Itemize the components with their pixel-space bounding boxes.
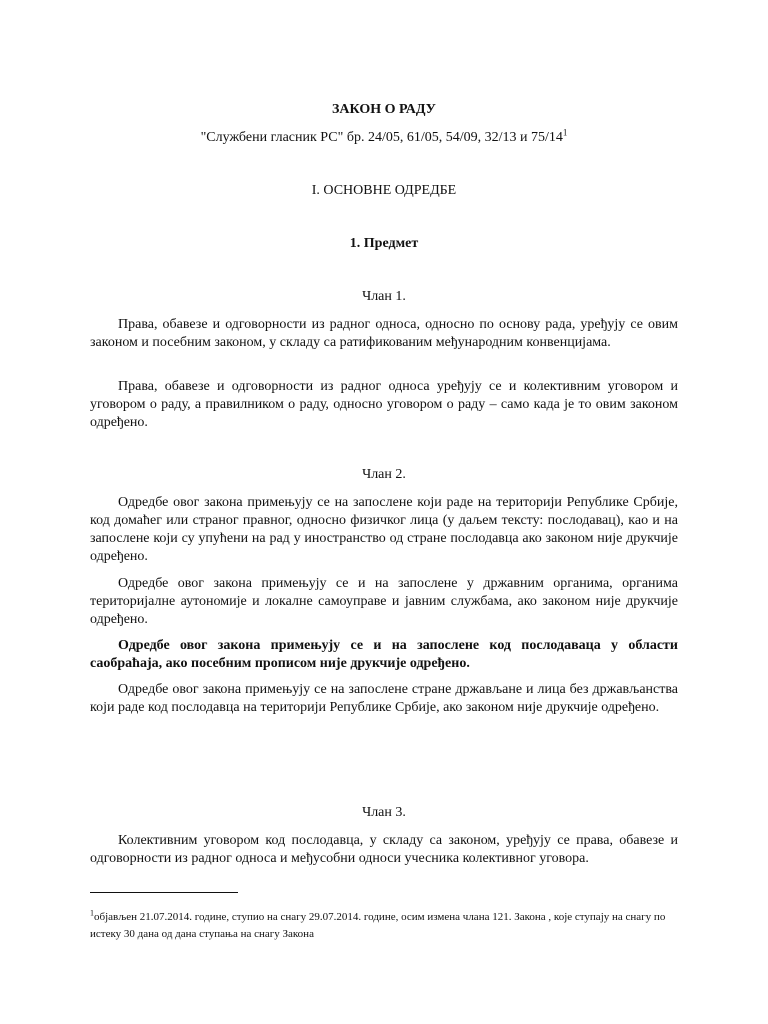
footnote (90, 909, 678, 943)
article-3-heading: Члан 3. (362, 805, 406, 820)
article-1-heading: Члан 1. (362, 289, 406, 304)
article-2-paragraph-4: Одредбе овог закона примењују се на запослене стране држављане и лица без држављанства који раде код послодавца на територији Републике Србије, ако законом није друкчије одређено. (90, 682, 678, 715)
footnote-separator (90, 892, 238, 893)
gazette-reference-text: "Службени гласник РС" бр. 24/05, 61/05, 54/09, 32/13 и 75/14 (200, 130, 563, 145)
footnote-marker: 1 (90, 908, 94, 918)
section-heading: 1. Предмет (349, 236, 419, 251)
article-2-paragraph-3: Одредбе овог закона примењују се и на запослене код послодаваца у области саобраћаја, ако посебним прописом није друкчије одређено. (90, 638, 678, 671)
article-3-paragraph-1: Колективним уговором код послодавца, у складу са законом, уређују се права, обавезе и одговорности из радног односа и међусобни односи учесника колективног уговора. (90, 833, 678, 866)
footnote-reference[interactable]: 1 (562, 127, 568, 138)
footnote-text: објављен 21.07.2014. године, ступио на снагу 29.07.2014. године, осим измена члана 121. Закона , које ступају на снагу по истеку 30 дана од дана ступања на снагу Закона (90, 911, 666, 940)
gazette-reference (90, 127, 678, 146)
article-2-heading: Члан 2. (362, 467, 406, 482)
article-1-paragraph-1: Права, обавезе и одговорности из радног односа, односно по основу рада, уређују се овим законом и посебним законом, у складу са ратификованим међународним конвенцијама. (90, 317, 678, 350)
article-2-paragraph-2: Одредбе овог закона примењују се и на запослене у државним органима, органима територијалне аутономије и локалне самоуправе и јавним службама, ако законом није друкчије одређено. (90, 576, 678, 627)
part-heading: I. ОСНОВНЕ ОДРЕДБЕ (311, 183, 457, 198)
document-title: ЗАКОН О РАДУ (332, 102, 436, 117)
article-1-paragraph-2: Права, обавезе и одговорности из радног односа уређују се и колективним уговором и уговором о раду, а правилником о раду, односно уговором о раду – само када је то овим законом одређено. (90, 379, 678, 430)
article-2-paragraph-1: Одредбе овог закона примењују се на запослене који раде на територији Републике Србије, код домаћег или страног правног, односно физичког лица (у даљем тексту: послодавац), као и на запослене који су упућени на рад у иностранство од стране послодавца ако законом није друкчије одређено. (90, 495, 678, 564)
